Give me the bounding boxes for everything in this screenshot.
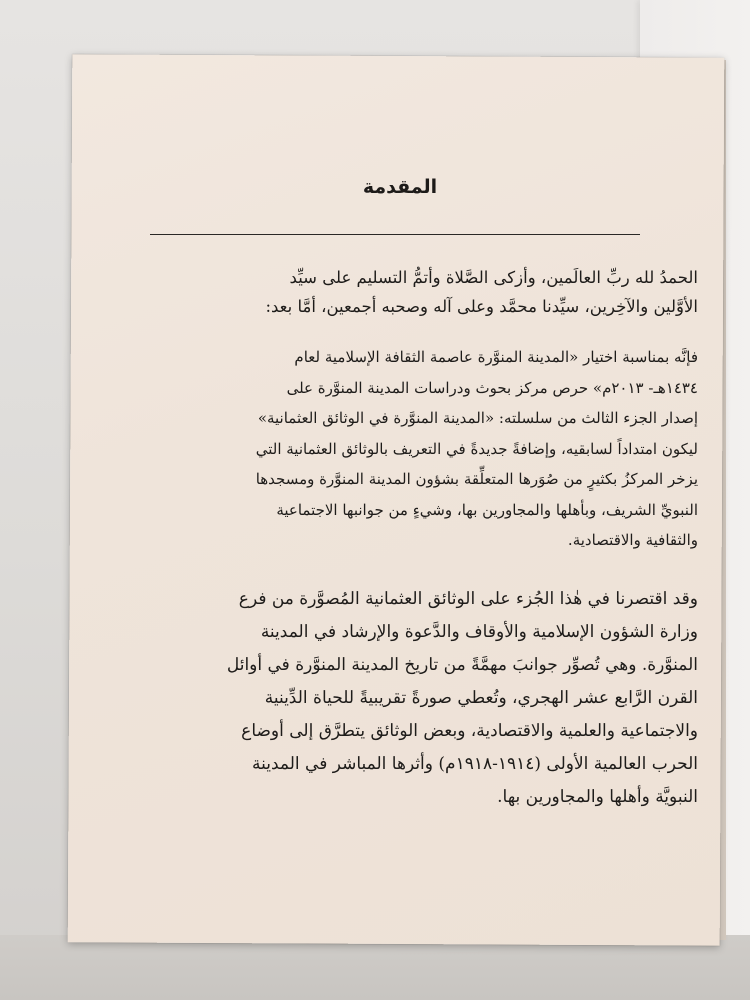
text-line: والاجتماعية والعلمية والاقتصادية، وبعض الوثائق يتطرَّق إلى أوضاع <box>241 721 698 741</box>
text-line: المنوَّرة. وهي تُصوِّر جوانبَ مهمَّةً من تاريخ المدينة المنوَّرة في أوائل <box>226 655 698 675</box>
page-heading: المقدمة <box>362 176 438 198</box>
text-line: ١٤٣٤هـ- ٢٠١٣م» حرص مركز بحوث ودراسات المدينة المنوَّرة على <box>286 378 698 397</box>
text-line: النبويَّة وأهلها والمجاورين بها. <box>497 787 698 807</box>
text-line: الحرب العالمية الأولى (١٩١٤-١٩١٨م) وأثرها المباشر في المدينة <box>252 754 698 774</box>
text-line: وقد اقتصرنا في هٰذا الجُزء على الوثائق العثمانية المُصوَّرة من فرع <box>238 589 698 609</box>
text-line: يزخر المركزُ بكثيرٍ من صُوَرها المتعلِّقة بشؤون المدينة المنوَّرة ومسجدها <box>255 470 698 488</box>
text-line: الحمدُ لله ربِّ العالَمين، وأزكى الصَّلاة وأتمُّ التسليم على سيِّد <box>289 268 698 287</box>
text-line: إصدار الجزء الثالث من سلسلته: «المدينة المنوَّرة في الوثائق العثمانية» <box>257 409 698 427</box>
text-line: القرن الرَّابع عشر الهجري، وتُعطي صورةً تقريبيةً للحياة الدِّينية <box>264 688 698 708</box>
text-line: ليكون امتداداً لسابقيه، وإضافةً جديدةً في التعريف بالوثائق العثمانية التي <box>255 439 698 458</box>
paragraph-3 <box>163 583 698 814</box>
text-line: النبويِّ الشريف، وبأهلها والمجاورين بها، وشيءٍ من جوانبها الاجتماعية <box>276 500 698 519</box>
text-line: الأوَّلين والآخِرين، سيِّدنا محمَّد وعلى آله وصحبه أجمعين، أمَّا بعد: <box>265 297 698 316</box>
paragraph-1 <box>170 263 698 321</box>
text-line: وزارة الشؤون الإسلامية والأوقاف والدَّعوة والإرشاد في المدينة <box>260 622 698 642</box>
text-line: والثقافية والاقتصادية. <box>567 531 698 549</box>
heading-rule <box>150 234 640 235</box>
text-line: فإنَّه بمناسبة اختيار «المدينة المنوَّرة عاصمة الثقافة الإسلامية لعام <box>294 348 698 366</box>
paragraph-2 <box>170 342 698 556</box>
